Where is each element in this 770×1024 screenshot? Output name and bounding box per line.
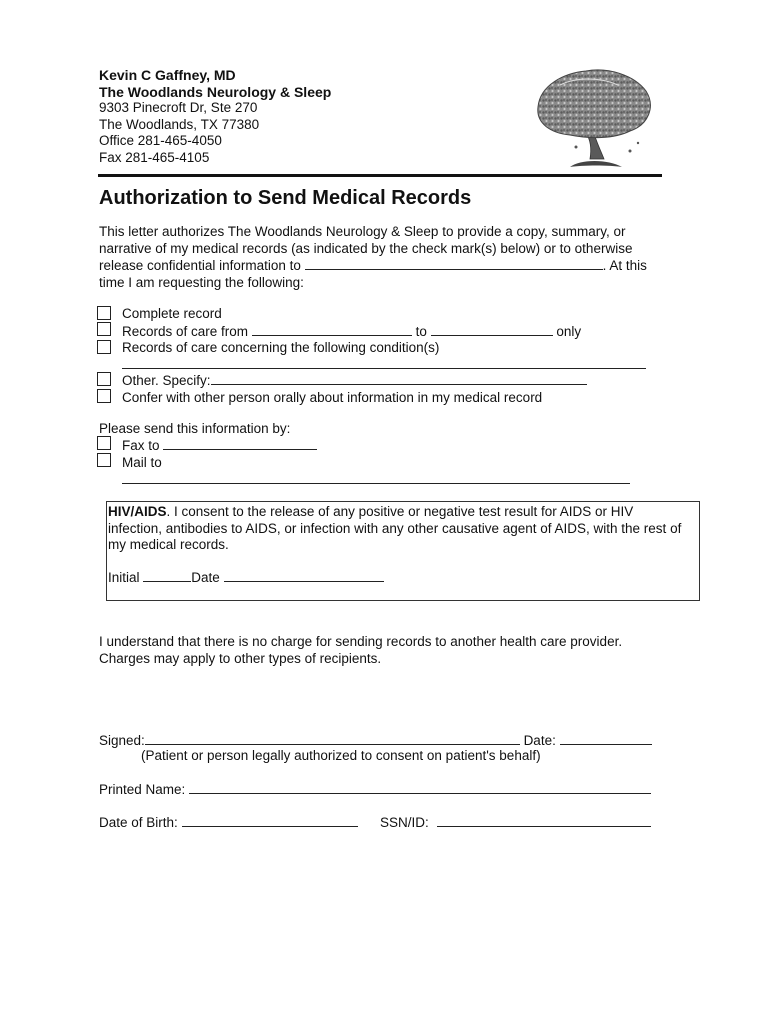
intro-line-3-suffix: . At this bbox=[602, 258, 647, 273]
dob-label: Date of Birth: bbox=[99, 815, 178, 830]
delivery-heading: Please send this information by: bbox=[99, 421, 291, 436]
confer-checkbox[interactable] bbox=[97, 389, 111, 403]
intro-line-3-prefix: release confidential information to bbox=[99, 258, 301, 273]
conditions-checkbox[interactable] bbox=[97, 340, 111, 354]
mail-checkbox[interactable] bbox=[97, 453, 111, 467]
signed-label: Signed: bbox=[99, 733, 145, 748]
intro-line-2: narrative of my medical records (as indicated by the check mark(s) below) or to otherwise bbox=[99, 240, 633, 256]
charges-line-2: Charges may apply to other types of recipients. bbox=[99, 650, 382, 666]
charges-line-1: I understand that there is no charge for sending records to another health care provider. bbox=[99, 634, 623, 649]
practice-name: The Woodlands Neurology & Sleep bbox=[99, 83, 332, 100]
intro-line-1: This letter authorizes The Woodlands Neurology & Sleep to provide a copy, summary, or bbox=[99, 224, 626, 239]
conditions-field[interactable] bbox=[122, 368, 646, 369]
sign-date-label: Date: bbox=[523, 733, 556, 748]
intro-line-4: time I am requesting the following: bbox=[99, 274, 304, 290]
fax-to-field[interactable] bbox=[163, 437, 317, 450]
records-only-label: only bbox=[556, 323, 582, 339]
doctor-name: Kevin C Gaffney, MD bbox=[99, 67, 236, 83]
form-title: Authorization to Send Medical Records bbox=[99, 187, 472, 209]
office-phone: Office 281-465-4050 bbox=[99, 133, 222, 148]
address-line-1: 9303 Pinecroft Dr, Ste 270 bbox=[99, 100, 258, 115]
other-checkbox[interactable] bbox=[97, 372, 111, 386]
hiv-date-field[interactable] bbox=[224, 569, 384, 582]
printed-name-field[interactable] bbox=[189, 781, 651, 794]
hiv-text-2: infection, antibodies to AIDS, or infection with any other causative agent of AIDS, with the rest of bbox=[108, 520, 682, 536]
recipient-field[interactable] bbox=[305, 257, 603, 270]
sign-date-field[interactable] bbox=[560, 732, 652, 745]
fax-number: Fax 281-465-4105 bbox=[99, 149, 210, 165]
hiv-text-1: . I consent to the release of any positive or negative test result for AIDS or HIV bbox=[166, 504, 634, 519]
conditions-label: Records of care concerning the following condition(s) bbox=[122, 340, 440, 355]
signature-note: (Patient or person legally authorized to consent on patient's behalf) bbox=[141, 748, 541, 763]
confer-label: Confer with other person orally about information in my medical record bbox=[122, 389, 543, 405]
signature-field[interactable] bbox=[145, 732, 520, 745]
records-to-field[interactable] bbox=[431, 323, 553, 336]
letterhead bbox=[99, 67, 331, 166]
hiv-heading: HIV/AIDS bbox=[108, 504, 167, 519]
records-from-field[interactable] bbox=[252, 323, 412, 336]
complete-record-label: Complete record bbox=[122, 306, 222, 321]
ssn-field[interactable] bbox=[437, 814, 651, 827]
header-rule bbox=[98, 174, 662, 177]
other-specify-field[interactable] bbox=[211, 372, 587, 385]
complete-record-checkbox[interactable] bbox=[97, 306, 111, 320]
mail-label: Mail to bbox=[122, 454, 162, 470]
ssn-label: SSN/ID: bbox=[380, 815, 429, 830]
address-line-2: The Woodlands, TX 77380 bbox=[99, 116, 260, 132]
hiv-text-3: my medical records. bbox=[108, 537, 229, 552]
other-label: Other. Specify: bbox=[122, 373, 211, 388]
tree-logo bbox=[530, 63, 658, 173]
mail-to-field[interactable] bbox=[122, 483, 630, 484]
hiv-date-label: Date bbox=[191, 570, 220, 585]
records-to-label: to bbox=[415, 323, 427, 339]
charges-paragraph bbox=[99, 634, 622, 667]
printed-name-label: Printed Name: bbox=[99, 782, 186, 797]
fax-checkbox[interactable] bbox=[97, 436, 111, 450]
hiv-initial-field[interactable] bbox=[143, 569, 191, 582]
records-range-checkbox[interactable] bbox=[97, 322, 111, 336]
intro-paragraph bbox=[99, 224, 647, 291]
records-from-label: Records of care from bbox=[122, 323, 249, 339]
hiv-initial-label: Initial bbox=[108, 570, 140, 585]
dob-field[interactable] bbox=[182, 814, 358, 827]
fax-label: Fax to bbox=[122, 438, 160, 453]
